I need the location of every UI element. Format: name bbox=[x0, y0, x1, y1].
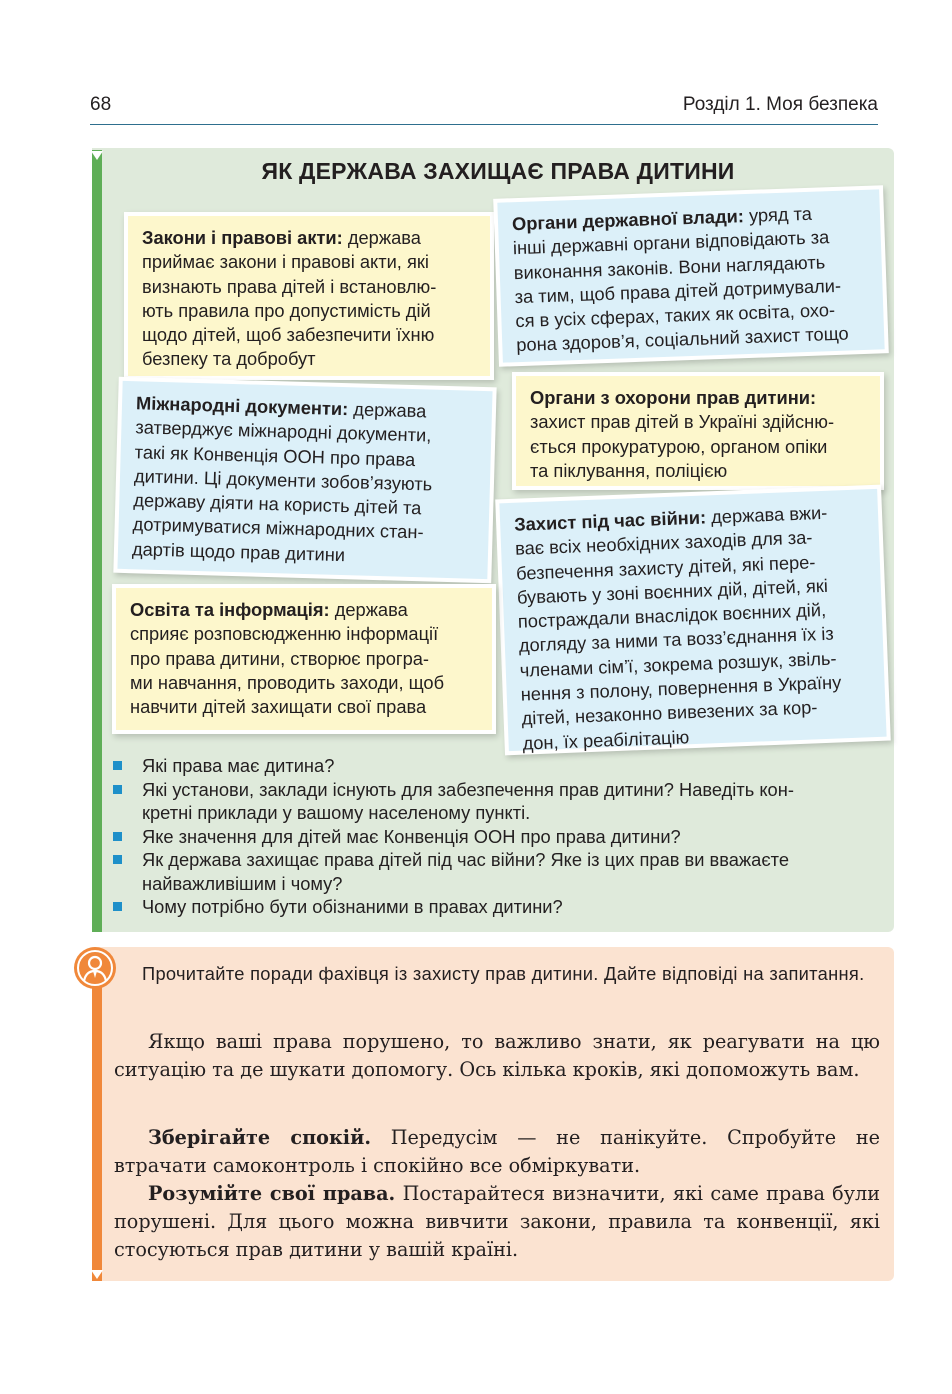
tip-stay-calm: Зберігайте спокій. Передусім — не панікуйте. Спробуйте не втрачати самоконтроль і спокійно все обміркувати. bbox=[114, 1126, 880, 1177]
list-item: Які права має дитина? bbox=[112, 754, 880, 778]
square-bullet-icon bbox=[113, 785, 122, 794]
card-child-protection: Органи з охорони прав дитини: захист прав дітей в Україні здійсню- ється прокуратурою, органом опіки та піклування, поліцією bbox=[516, 376, 880, 486]
expert-intro: Прочитайте поради фахівця із захисту прав дитини. Дайте відповіді на запитання. bbox=[142, 963, 865, 984]
card-heading: Міжнародні документи: bbox=[135, 392, 349, 420]
expert-side-bar bbox=[92, 960, 102, 1281]
questions-list bbox=[112, 754, 880, 919]
list-item: Як держава захищає права дітей під час війни? Яке із цих прав ви вважаєте bbox=[112, 848, 880, 872]
list-item-continued: найважливішим і чому? bbox=[142, 872, 343, 894]
list-item: Яке значення для дітей має Конвенція ООН про права дитини? bbox=[112, 825, 880, 849]
card-laws: Закони і правові акти: держава приймає закони і правові акти, які визнають права дітей і встановлю- ють правила про допустимість дій щодо дітей, щоб забезпечити їхню безпеку та добробут bbox=[128, 216, 490, 376]
card-heading: Захист під час війни: bbox=[513, 506, 707, 535]
card-education: Освіта та інформація: держава сприяє розповсюдженню інформації про права дитини, створює програ- ми навчання, проводить заходи, щоб навчити дітей захищати свої права bbox=[116, 588, 492, 730]
list-item: Які установи, заклади існують для забезпечення прав дитини? Наведіть кон- bbox=[112, 778, 880, 802]
square-bullet-icon bbox=[113, 902, 122, 911]
card-international: Міжнародні документи: держава затверджує міжнародні документи, такі як Конвенція ООН про права дитини. Ці документи зобов’язують державу діяти на користь дітей та дотримуватися міжнародних стан- дартів щодо прав дитини bbox=[117, 381, 492, 579]
tip-know-rights: Розумійте свої права. Постарайтеся визначити, які саме права були порушені. Для цього можна вивчити закони, правила та конвенції, які стосуються прав дитини у вашій країні. bbox=[114, 1182, 881, 1261]
square-bullet-icon bbox=[113, 761, 122, 770]
chapter-title: Розділ 1. Моя безпека bbox=[682, 94, 878, 115]
expert-paragraph: Якщо ваші права порушено, то важливо знати, як реагувати на цю ситуацію та де шукати допомогу. Ось кілька кроків, які допоможуть вам. bbox=[114, 1030, 880, 1081]
list-item-continued: кретні приклади у вашому населеному пункті. bbox=[142, 802, 531, 823]
card-heading: Закони і правові акти: bbox=[142, 227, 343, 248]
section-side-bar bbox=[92, 150, 102, 932]
card-government: Органи державної влади: уряд та інші державні органи відповідають за виконання законів. Вони наглядають за тим, щоб права дітей дотримували- ся в усіх сферах, таких як освіта, охо- рона здоров’я, соціальний захист тощо bbox=[497, 189, 884, 362]
section-title: ЯК ДЕРЖАВА ЗАХИЩАЄ ПРАВА ДИТИНИ bbox=[261, 158, 735, 184]
card-heading: Органи з охорони прав дитини: bbox=[530, 387, 817, 408]
card-heading: Освіта та інформація: bbox=[130, 599, 330, 620]
page-header bbox=[90, 92, 878, 125]
expert-person-icon bbox=[74, 947, 116, 989]
list-item: Чому потрібно бути обізнаними в правах дитини? bbox=[112, 895, 880, 919]
page-number: 68 bbox=[90, 94, 112, 115]
square-bullet-icon bbox=[113, 832, 122, 841]
card-war-protection: Захист під час війни: держава вжи- ває всіх необхідних заходів для за- безпечення захисту дітей, які пере- бувають у зоні воєнних дій, дітей, які постраждали внаслідок воєнних дій, догляду за ними та возз’єднання їх із членами сім’ї, зокрема розшук, звіль- нення з полону, повернення в Україну дітей, незаконно вивезених за кор- дон, їх реабілітацію bbox=[499, 489, 886, 751]
square-bullet-icon bbox=[113, 855, 122, 864]
card-heading: Органи державної влади: bbox=[511, 205, 745, 235]
triangle-down-icon bbox=[91, 1270, 103, 1279]
